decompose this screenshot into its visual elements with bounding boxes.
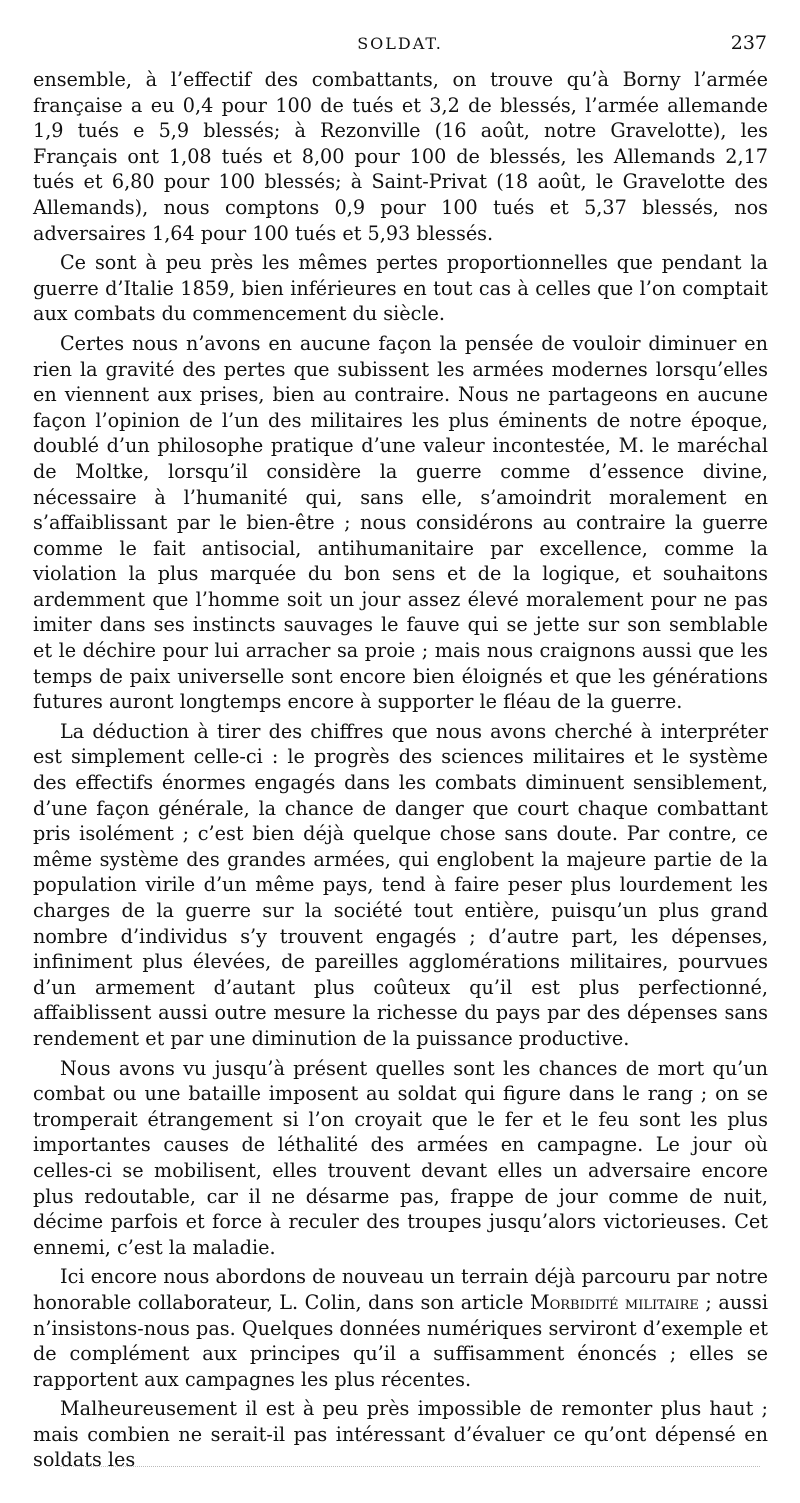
paragraph-5: Nous avons vu jusqu’à présent quelles sont les chances de mort qu’un combat ou une bataille imposent au soldat qui figure dans le rang ; on se tromperait étrangement si l’on croyait que le fer et le feu sont les plus importantes causes de léthalité des armées en campagne. Le jour où celles-ci se mobilisent, elles trouvent devant elles un adversaire encore plus redoutable, car il ne désarme pas, frappe de jour comme de nuit, décime parfois et force à reculer des troupes jusqu’alors victorieuses. Cet ennemi, c’est la maladie.: [33, 1056, 768, 1259]
paragraph-7: Malheureusement il est à peu près impossible de remonter plus haut ; mais combien ne serait-il pas intéressant d’évaluer ce qu’ont dépensé en soldats les: [33, 1397, 768, 1472]
article-reference: Morbidité militaire: [529, 1290, 699, 1314]
page-bottom-trace: [60, 1466, 760, 1469]
body-text: [33, 67, 768, 1473]
paragraph-6-text-end: ; aussi n’insistons-nous pas. Quelques données numériques serviront d’exemple et de complément aux principes qu’il a suffisamment énoncés ; elles se rapportent aux campagnes les plus récentes.: [33, 1290, 769, 1391]
running-head: [33, 34, 767, 58]
paragraph-2: Ce sont à peu près les mêmes pertes proportionnelles que pendant la guerre d’Italie 1859, bien inférieures en tout cas à celles que l’on comptait aux combats du commencement du siècle.: [33, 251, 768, 326]
paragraph-1: ensemble, à l’effectif des combattants, on trouve qu’à Borny l’armée française a eu 0,4 pour 100 de tués et 3,2 de blessés, l’armée allemande 1,9 tués e 5,9 blessés; à Rezonville (16 août, notre Gravelotte), les Français ont 1,08 tués et 8,00 pour 100 de blessés, les Allemands 2,17 tués et 6,80 pour 100 blessés; à Saint-Privat (18 août, le Gravelotte des Allemands), nous comptons 0,9 pour 100 tués et 5,37 blessés, nos adversaires 1,64 pour 100 tués et 5,93 blessés.: [33, 68, 768, 245]
running-title: SOLDAT.: [357, 34, 443, 53]
paragraph-6: [33, 1264, 768, 1392]
paragraph-6-text-start: Ici encore nous abordons de nouveau un terrain déjà parcouru par notre honorable collaborateur, L. Colin, dans son article: [33, 1265, 768, 1314]
page-number: 237: [730, 32, 767, 54]
paragraph-3: Certes nous n’avons en aucune façon la pensée de vouloir diminuer en rien la gravité des pertes que subissent les armées modernes lorsqu’elles en viennent aux prises, bien au contraire. Nous ne partageons en aucune façon l’opinion de l’un des militaires les plus éminents de notre époque, doublé d’un philosophe pratique d’une valeur incontestée, M. le maréchal de Moltke, lorsqu’il considère la guerre comme d’essence divine, nécessaire à l’humanité qui, sans elle, s’amoindrit moralement en s’affaiblissant par le bien-être ; nous considérons au contraire la guerre comme le fait antisocial, antihumanitaire par excellence, comme la violation la plus marquée du bon sens et de la logique, et souhaitons ardemment que l’homme soit un jour assez élevé moralement pour ne pas imiter dans ses instincts sauvages le fauve qui se jette sur son semblable et le déchire pour lui arracher sa proie ; mais nous craignons aussi que les temps de paix universelle sont encore bien éloignés et que les générations futures auront longtemps encore à supporter le fléau de la guerre.: [33, 331, 768, 714]
paragraph-4: La déduction à tirer des chiffres que nous avons cherché à interpréter est simplement celle-ci : le progrès des sciences militaires et le système des effectifs énormes engagés dans les combats diminuent sensiblement, d’une façon générale, la chance de danger que court chaque combattant pris isolément ; c’est bien déjà quelque chose sans doute. Par contre, ce même système des grandes armées, qui englobent la majeure partie de la population virile d’un même pays, tend à faire peser plus lourdement les charges de la guerre sur la société tout entière, puisqu’un plus grand nombre d’individus s’y trouvent engagés ; d’autre part, les dépenses, infiniment plus élevées, de pareilles agglomérations militaires, pourvues d’un armement d’autant plus coûteux qu’il est plus perfectionné, affaiblissent aussi outre mesure la richesse du pays par des dépenses sans rendement et par une diminution de la puissance productive.: [33, 719, 768, 1050]
